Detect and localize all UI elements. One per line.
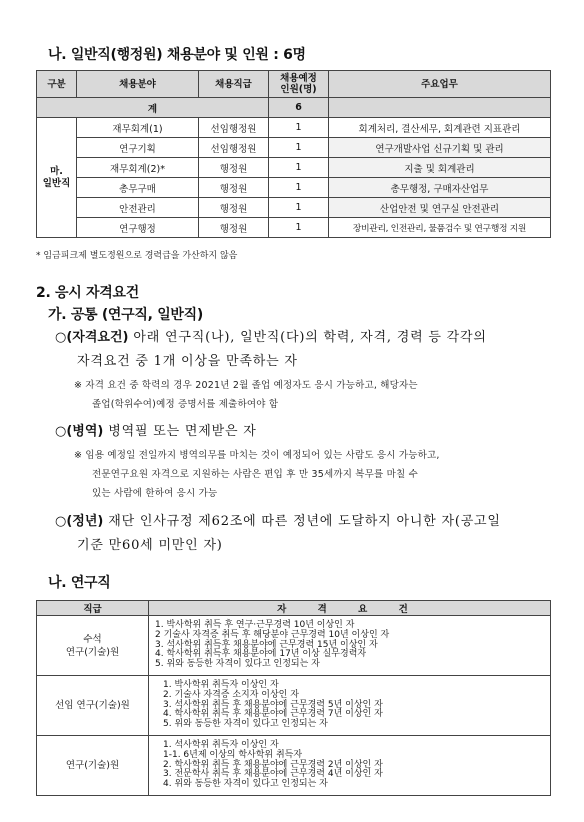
condition-item: 1. 박사학위 취득자 이상인 자 (163, 680, 279, 690)
duty-cell: 회계처리, 결산세무, 회계관련 지표관리 (329, 118, 551, 138)
table-row (37, 616, 551, 676)
requirement-text-cont: 기준 만60세 미만인 자) (77, 538, 223, 553)
requirement-note-cont: 있는 사람에 한하여 응시 가능 (92, 488, 218, 499)
header-duty: 주요업무 (329, 71, 551, 98)
table-row (37, 118, 551, 138)
requirement-military (55, 420, 257, 444)
research-staff-table (36, 600, 551, 796)
position-cell: 선임 연구(기술)원 (37, 676, 149, 736)
table-header-row (37, 71, 551, 98)
condition-item: 4. 학사학위 취득후 채용분야에 17년 이상 실무경력자 (155, 649, 367, 660)
condition-item: 4. 위와 동등한 자격이 있다고 인정되는 자 (163, 779, 328, 790)
duty-cell: 장비관리, 인전관리, 물품검수 및 연구행정 지원 (329, 218, 551, 238)
table-row (37, 178, 551, 198)
section-title-qualification: 2. 응시 자격요건 (36, 285, 139, 301)
header-count: 채용예정 인원(명) (269, 71, 329, 98)
grade-cell: 행정원 (199, 178, 269, 198)
bullet-icon: ○ (55, 514, 67, 529)
section-subtitle-common: 가. 공통 (연구직, 일반직) (48, 307, 203, 323)
duty-cell: 연구개발사업 신규기획 및 관리 (329, 138, 551, 158)
condition-item: 5. 위와 동등한 자격이 있다고 인정되는 자 (163, 719, 328, 730)
requirement-text: 병역필 또는 면제받은 자 (103, 424, 257, 439)
header-division: 구분 (37, 71, 77, 98)
position-cell: 수석 연구(기술)원 (37, 616, 149, 676)
duty-cell: 총무행정, 구매자산업무 (329, 178, 551, 198)
count-cell: 1 (269, 118, 329, 138)
table-row (37, 736, 551, 796)
field-cell: 안전관리 (77, 198, 199, 218)
requirement-note: ※ 자격 요건 중 학력의 경우 2021년 2월 졸업 예정자도 응시 가능하고, 해당자는 (74, 380, 418, 391)
grade-cell: 선임행정원 (199, 138, 269, 158)
header-conditions: 자 격 요 건 (149, 601, 551, 616)
grade-cell: 행정원 (199, 218, 269, 238)
grade-cell: 행정원 (199, 158, 269, 178)
table-row (37, 218, 551, 238)
count-cell: 1 (269, 218, 329, 238)
field-cell: 재무회계(1) (77, 118, 199, 138)
conditions-cell (149, 676, 551, 736)
field-cell: 재무회계(2)* (77, 158, 199, 178)
count-cell: 1 (269, 198, 329, 218)
section-title-general: 나. 일반직(행정원) 채용분야 및 인원 : 6명 (48, 47, 306, 63)
conditions-cell (149, 616, 551, 676)
duty-cell: 지출 및 회계관리 (329, 158, 551, 178)
table-row (37, 138, 551, 158)
condition-item: 2 기술사 자격증 취득 후 해당분야 근무경력 10년 이상인 자 (155, 629, 390, 640)
requirement-note: ※ 임용 예정일 전일까지 병역의무를 마치는 것이 예정되어 있는 사람도 응시 가능하고, (74, 450, 440, 461)
header-grade: 채용직급 (199, 71, 269, 98)
position-cell: 연구(기술)원 (37, 736, 149, 796)
field-cell: 연구행정 (77, 218, 199, 238)
requirement-label: (병역) (66, 424, 104, 439)
field-cell: 연구기획 (77, 138, 199, 158)
general-staff-table (36, 70, 551, 238)
requirement-text: 재단 인사규정 제62조에 따른 정년에 도달하지 아니한 자(공고일 (103, 514, 501, 529)
count-cell: 1 (269, 178, 329, 198)
table-row (37, 158, 551, 178)
condition-item: 3. 전문학사 취득 후 채용분야에 근무경력 4년 이상인 자 (163, 769, 383, 780)
count-cell: 1 (269, 138, 329, 158)
requirement-label: (자격요건) (66, 330, 129, 345)
condition-item: 3. 석사학위 취득 후 채용분야에 근무경력 5년 이상인 자 (163, 699, 383, 710)
condition-item: 2. 기술사 자격증 소지자 이상인 자 (163, 689, 299, 700)
condition-item: 1. 박사학위 취득 후 연구·근무경력 10년 이상인 자 (155, 620, 355, 630)
requirement-qualification (55, 326, 487, 350)
requirement-text-cont: 자격요건 중 1개 이상을 만족하는 자 (77, 354, 298, 369)
header-field: 채용분야 (77, 71, 199, 98)
bullet-icon: ○ (55, 424, 67, 439)
total-label: 계 (37, 98, 269, 118)
conditions-cell (149, 736, 551, 796)
condition-item: 2. 학사학위 취득 후 채용분야에 근무경력 2년 이상인 자 (163, 759, 383, 770)
requirement-text: 아래 연구직(나), 일반직(다)의 학력, 자격, 경력 등 각각의 (128, 330, 487, 345)
condition-item: 4. 학사학위 취득 후 채용분야에 근무경력 7년 이상인 자 (163, 709, 383, 720)
division-label: 마. 일반직 (37, 118, 77, 238)
requirement-retirement (55, 510, 501, 534)
table-header-row (37, 601, 551, 616)
condition-item: 3. 석사학위 취득후 채용분야에 근무경력 15년 이상인 자 (155, 639, 378, 650)
condition-item: 5. 위와 동등한 자격이 있다고 인정되는 자 (155, 659, 320, 670)
requirement-note-cont: 전문연구요원 자격으로 지원하는 사람은 편입 후 만 35세까지 복무를 마칠 수 (92, 469, 418, 480)
table-row (37, 198, 551, 218)
header-position: 직급 (37, 601, 149, 616)
grade-cell: 선임행정원 (199, 118, 269, 138)
total-row (37, 98, 551, 118)
grade-cell: 행정원 (199, 198, 269, 218)
bullet-icon: ○ (55, 330, 67, 345)
table-row (37, 676, 551, 736)
field-cell: 총무구매 (77, 178, 199, 198)
duty-cell: 산업안전 및 연구실 안전관리 (329, 198, 551, 218)
total-value: 6 (269, 98, 329, 118)
section-title-research: 나. 연구직 (48, 575, 111, 591)
footnote: * 임금피크제 별도정원으로 경력급을 가산하지 않음 (36, 251, 238, 261)
count-cell: 1 (269, 158, 329, 178)
requirement-label: (정년) (66, 514, 104, 529)
condition-item: 1-1. 6년제 이상의 학사학위 취득자 (163, 749, 303, 760)
requirement-note-cont: 졸업(학위수여)예정 증명서를 제출하여야 함 (92, 399, 279, 410)
condition-item: 1. 석사학위 취득자 이상인 자 (163, 740, 279, 750)
